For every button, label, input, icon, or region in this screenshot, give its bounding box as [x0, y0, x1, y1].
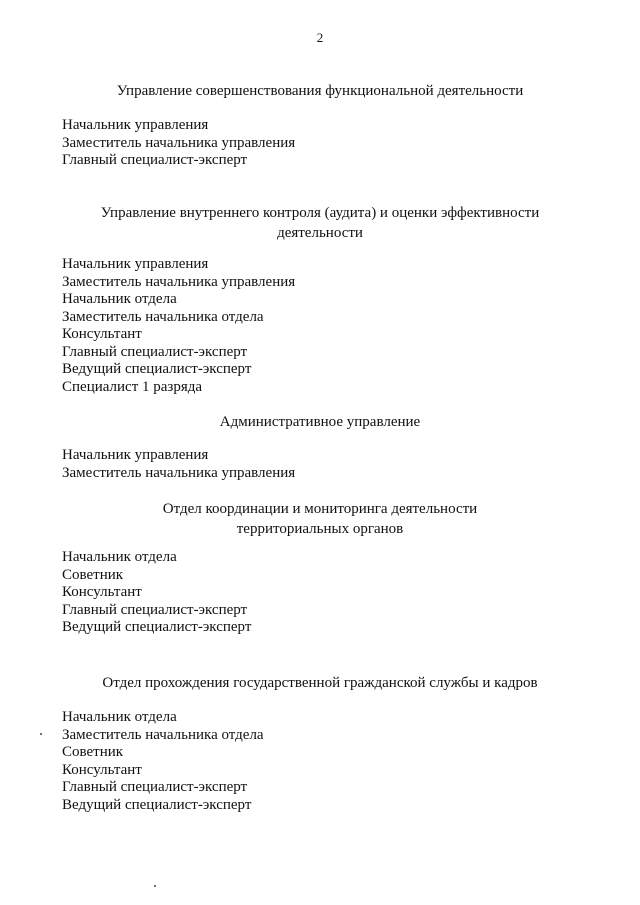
section-title-line: территориальных органов — [236, 521, 404, 537]
section-title-administrative: Административное управление — [219, 414, 421, 430]
section-title-line: деятельности — [277, 225, 363, 241]
list-item: Главный специалист-эксперт — [62, 152, 248, 168]
list-item: Ведущий специалист-эксперт — [62, 619, 252, 635]
position-list-functional-improvement — [62, 117, 295, 170]
list-item: Советник — [62, 744, 124, 760]
list-item: Консультант — [62, 584, 142, 600]
position-list-civil-service-hr — [62, 709, 264, 814]
list-item: Начальник отдела — [62, 291, 177, 307]
list-item: Консультант — [62, 326, 142, 342]
scan-speck — [40, 733, 42, 735]
position-list-administrative — [62, 447, 295, 482]
scan-speck — [154, 885, 156, 887]
list-item: Начальник отдела — [62, 709, 177, 725]
list-item: Начальник отдела — [62, 549, 177, 565]
section-title-internal-control — [0, 203, 640, 243]
list-item: Заместитель начальника отдела — [62, 726, 264, 743]
list-item: Ведущий специалист-эксперт — [62, 361, 252, 377]
list-item: Начальник управления — [62, 256, 209, 272]
list-item: Ведущий специалист-эксперт — [62, 796, 252, 813]
section-title-line: Управление внутреннего контроля (аудита) и оценки эффективности — [100, 205, 540, 221]
list-item: Главный специалист-эксперт — [62, 343, 248, 360]
section-title-line: Отдел координации и мониторинга деятельности — [162, 501, 478, 517]
section-title-territorial-coordination — [0, 499, 640, 539]
list-item: Главный специалист-эксперт — [62, 779, 248, 795]
section-title-functional-improvement: Управление совершенствования функциональной деятельности — [116, 83, 524, 99]
page-number: 2 — [316, 30, 324, 45]
list-item: Заместитель начальника управления — [62, 464, 296, 481]
position-list-internal-control — [62, 256, 295, 396]
list-item: Советник — [62, 566, 124, 583]
list-item: Заместитель начальника управления — [62, 273, 296, 290]
list-item: Начальник управления — [62, 447, 209, 463]
list-item: Заместитель начальника управления — [62, 134, 296, 151]
position-list-territorial-coordination — [62, 549, 251, 637]
list-item: Главный специалист-эксперт — [62, 601, 248, 618]
section-title-civil-service-hr: Отдел прохождения государственной гражданской службы и кадров — [102, 675, 538, 691]
list-item: Консультант — [62, 761, 142, 778]
list-item: Специалист 1 разряда — [62, 378, 203, 395]
list-item: Заместитель начальника отдела — [62, 308, 264, 325]
list-item: Начальник управления — [62, 117, 209, 133]
